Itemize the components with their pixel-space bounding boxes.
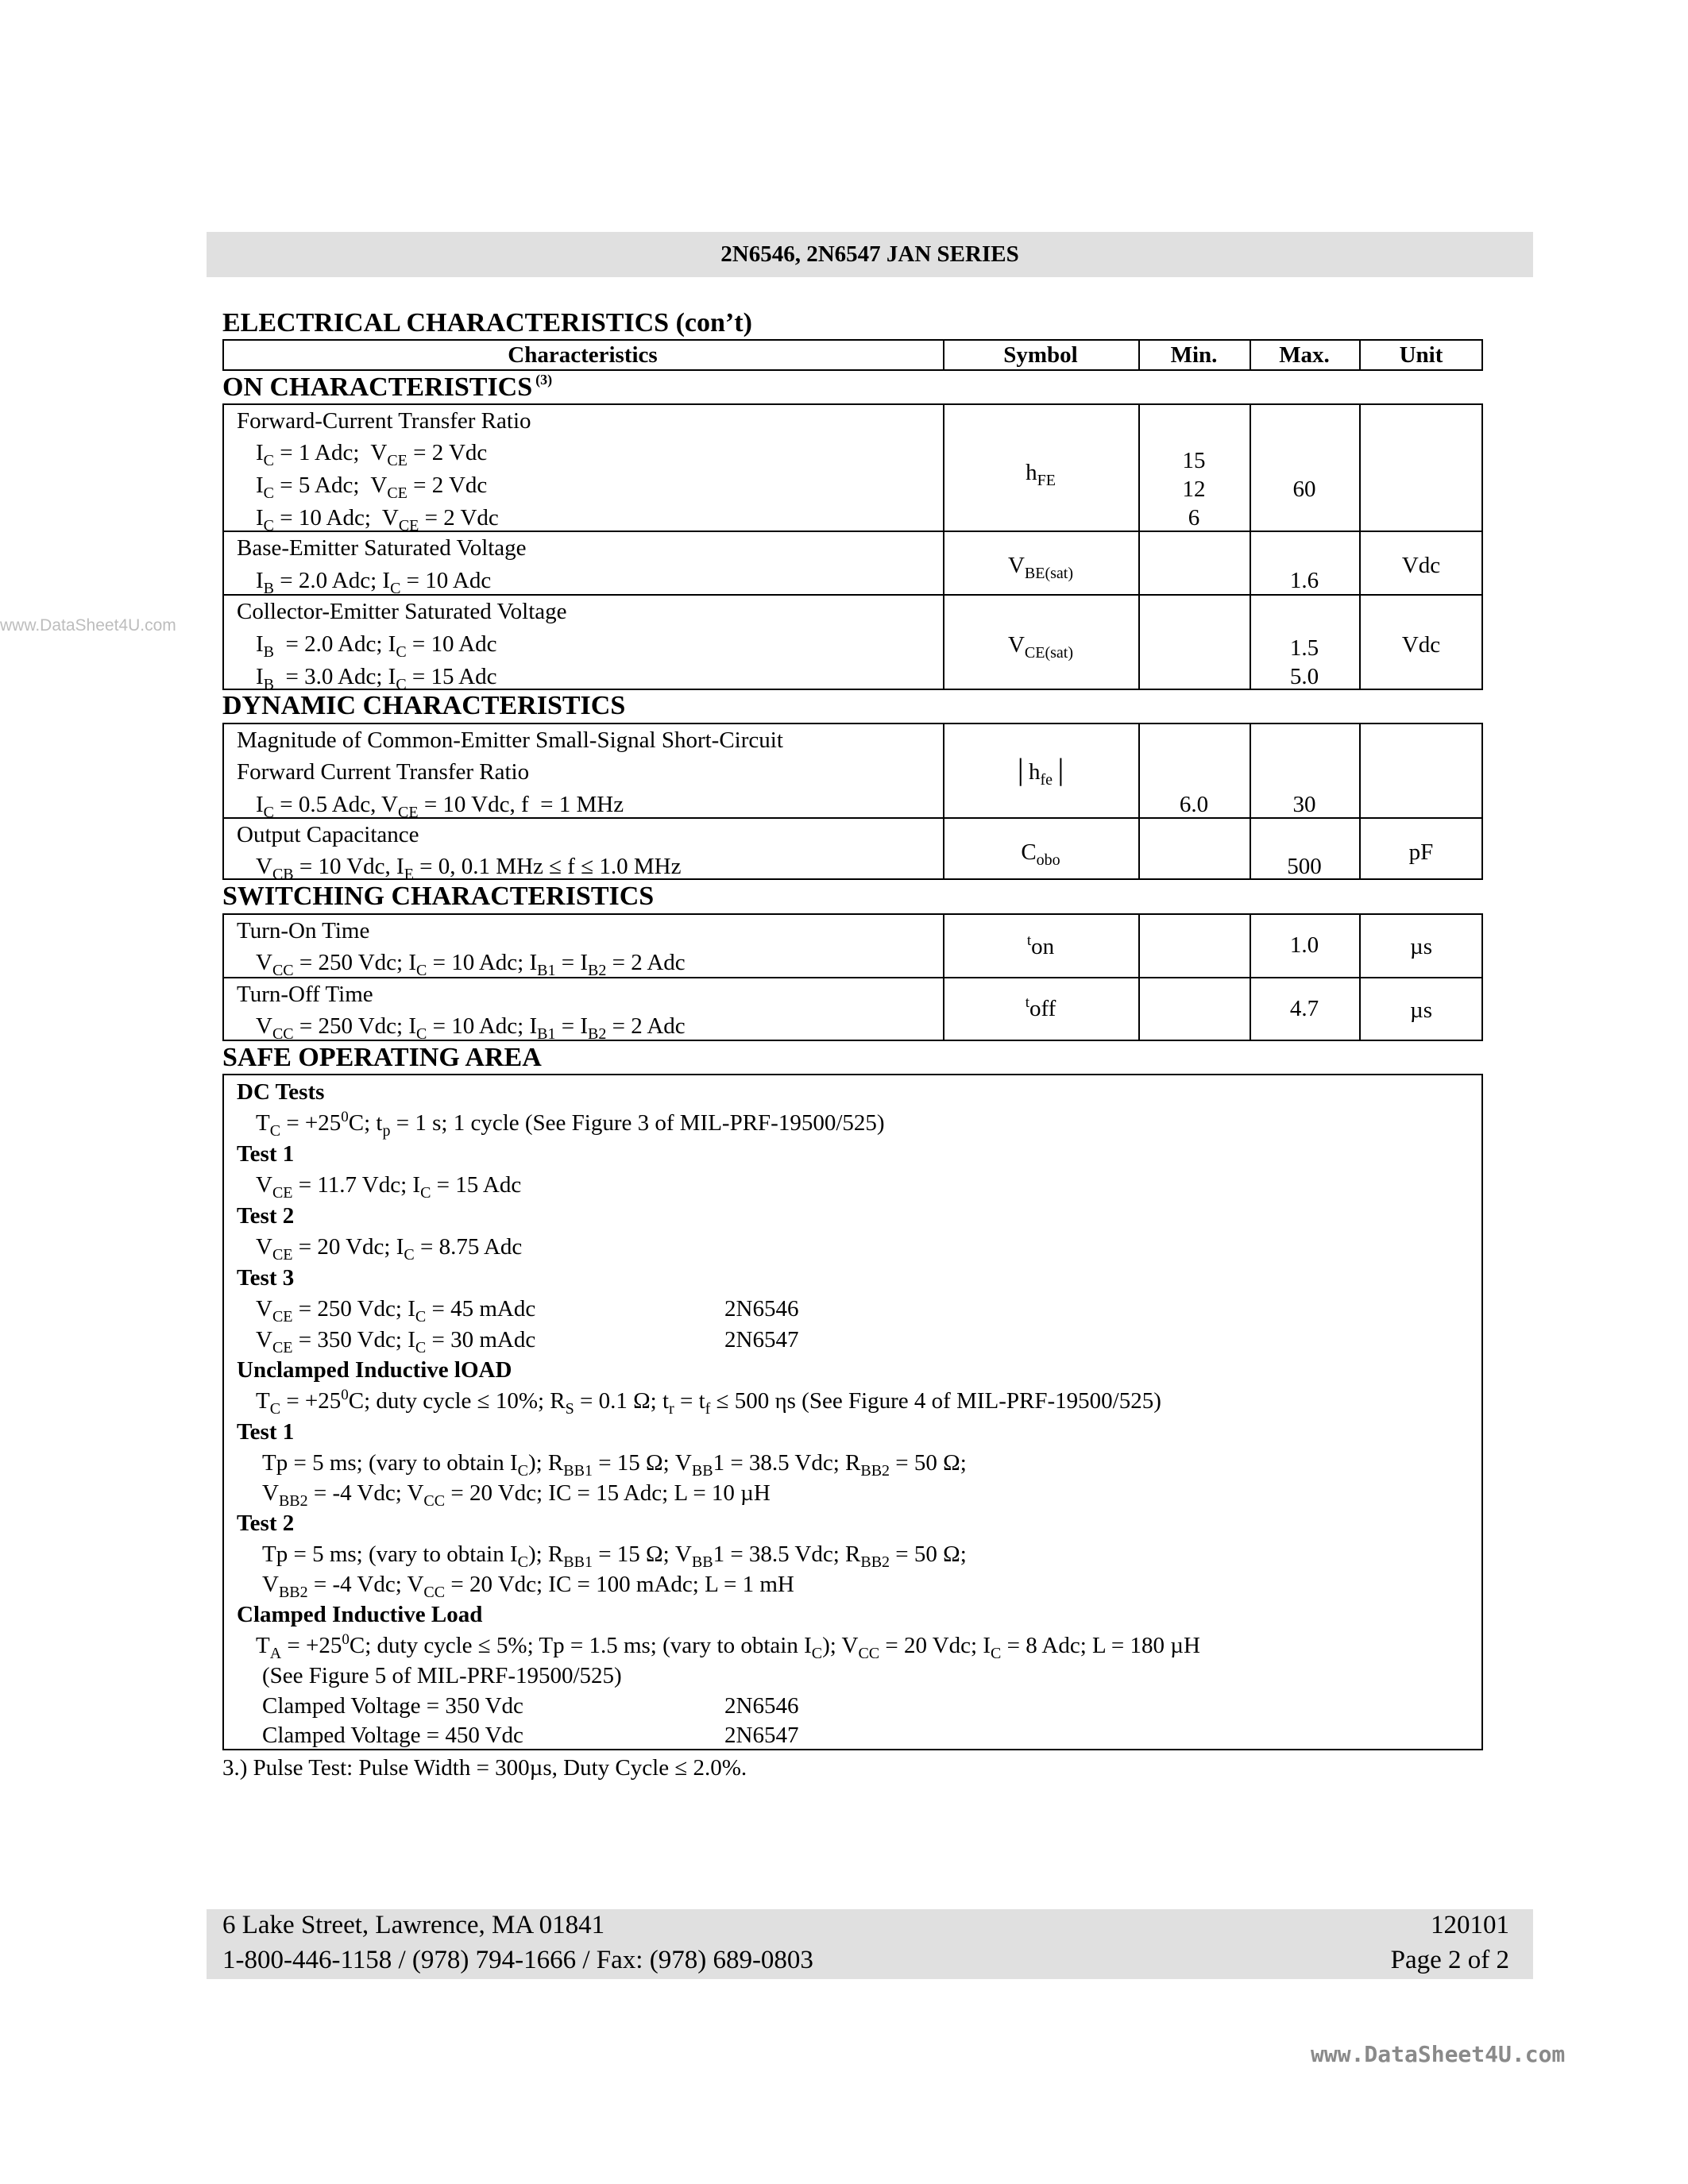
hfe-small-signal-label-1: Magnitude of Common-Emitter Small-Signal Short-Circuit — [237, 727, 783, 753]
cobo-unit: pF — [1408, 839, 1434, 865]
watermark-left: www.DataSheet4U.com — [0, 616, 176, 635]
uil-test1-line1: Tp = 5 ms; (vary to obtain $I_C$); $R_{BB1} = 15$ Ω; $V_{BB}1 = 38.5$ Vdc; $R_{BB2} = 50$ Ω; — [262, 1450, 967, 1480]
uil-test2-line2: $V_{BB2} = -4$ Vdc; $V_{CC} = 20$ Vdc; IC = 100 mAdc; L = 1 mH — [262, 1572, 794, 1601]
dc-test3-part-a: 2N6546 — [724, 1296, 799, 1322]
uil-test2-line1: Tp = 5 ms; (vary to obtain $I_C$); $R_{BB1} = 15$ Ω; $V_{BB}1 = 38.5$ Vdc; $R_{BB2} = 50$ Ω; — [262, 1542, 967, 1571]
hfe-condition-2: $I_C = 5$ Adc; $V_{CE} = 2$ Vdc — [256, 473, 488, 502]
cobo-label: Output Capacitance — [237, 822, 419, 847]
cil-voltage-1-part: 2N6546 — [724, 1693, 799, 1719]
vce-condition-1: $I_B = 2.0$ Adc; $I_C = 10$ Adc — [256, 631, 497, 661]
dc-test3-part-b: 2N6547 — [724, 1327, 799, 1352]
hfe-min-1: 15 — [1182, 448, 1206, 473]
dc-test1-condition: $V_{CE} = 11.7$ Vdc; $I_C = 15$ Adc — [256, 1172, 522, 1202]
turn-on-max: 1.0 — [1289, 932, 1319, 958]
col-header-characteristics: Characteristics — [508, 342, 658, 368]
hfe-small-signal-condition: $I_C = 0.5$ Adc, $V_{CE} = 10$ Vdc, f = 1 MHz — [256, 792, 624, 821]
hfe-min-3: 6 — [1188, 505, 1200, 531]
dc-test2-condition: $V_{CE} = 20$ Vdc; $I_C = 8.75$ Adc — [256, 1234, 523, 1264]
on-characteristics-heading: ON CHARACTERISTICS $^{(3)}$ — [222, 372, 553, 402]
footer-page-number: Page 2 of 2 — [1390, 1946, 1509, 1974]
cil-condition: $T_A = +25^0C$; duty cycle ≤ 5%; Tp = 1.5 ms; (vary to obtain $I_C$); $V_{CC} = 20$ Vdc; $I_C = 8$ Adc; L = 180 µH — [256, 1631, 1200, 1662]
footer-doc-number: 120101 — [1431, 1911, 1509, 1939]
cil-voltage-2-part: 2N6547 — [724, 1723, 799, 1748]
col-header-unit: Unit — [1399, 342, 1443, 368]
cil-voltage-1-label: Clamped Voltage = 350 Vdc — [262, 1693, 523, 1719]
page-heading: ELECTRICAL CHARACTERISTICS (con’t) — [222, 308, 752, 338]
cobo-condition: $V_{CB} = 10$ Vdc, $I_E = 0$, 0.1 MHz ≤ f ≤ 1.0 MHz — [256, 854, 682, 883]
col-header-min: Min. — [1170, 342, 1218, 368]
vbe-max: 1.6 — [1289, 568, 1319, 593]
vbe-unit: Vdc — [1401, 553, 1441, 578]
turn-on-condition: $V_{CC} = 250$ Vdc; $I_C = 10$ Adc; $I_{B1} = I_{B2} = 2$ Adc — [256, 950, 686, 979]
turn-on-label: Turn-On Time — [237, 918, 370, 943]
uil-test1-line2: $V_{BB2} = -4$ Vdc; $V_{CC} = 20$ Vdc; IC = 15 Adc; L = 10 µH — [262, 1480, 771, 1510]
turn-off-symbol: $^t$off — [1025, 994, 1056, 1021]
dc-test3-condition-a: $V_{CE} = 250$ Vdc; $I_C = 45$ mAdc — [256, 1296, 536, 1325]
cil-figure-reference: (See Figure 5 of MIL-PRF-19500/525) — [262, 1663, 622, 1688]
col-header-symbol: Symbol — [1003, 342, 1078, 368]
hfe-small-signal-max: 30 — [1292, 792, 1316, 817]
hfe-condition-3: $I_C = 10$ Adc; $V_{CE} = 2$ Vdc — [256, 505, 499, 534]
hfe-symbol: $h_{FE}$ — [1026, 460, 1056, 489]
hfe-small-signal-min: 6.0 — [1179, 792, 1209, 817]
dc-test3-condition-b: $V_{CE} = 350$ Vdc; $I_C = 30$ mAdc — [256, 1327, 536, 1356]
vce-max-1: 1.5 — [1289, 635, 1319, 661]
dc-test1-title: Test 1 — [237, 1141, 295, 1167]
turn-on-symbol: $^t$on — [1026, 932, 1055, 959]
vce-max-2: 5.0 — [1289, 664, 1319, 689]
footer-address: 6 Lake Street, Lawrence, MA 01841 — [222, 1911, 605, 1939]
vce-symbol: $V_{CE(sat)}$ — [1007, 632, 1074, 662]
turn-off-unit: µs — [1410, 997, 1432, 1023]
switching-characteristics-heading: SWITCHING CHARACTERISTICS — [222, 882, 655, 911]
col-header-max: Max. — [1279, 342, 1330, 368]
dynamic-characteristics-heading: DYNAMIC CHARACTERISTICS — [222, 691, 626, 720]
vce-condition-2: $I_B = 3.0$ Adc; $I_C = 15$ Adc — [256, 664, 497, 693]
dc-tests-title: DC Tests — [237, 1079, 325, 1105]
vbe-symbol: $V_{BE(sat)}$ — [1007, 553, 1074, 582]
dc-tests-condition: $T_C = +25^0C$; $t_p = 1$ s; 1 cycle (See Figure 3 of MIL-PRF-19500/525) — [256, 1109, 885, 1140]
vbe-condition: $I_B = 2.0$ Adc; $I_C = 10$ Adc — [256, 568, 492, 597]
turn-off-label: Turn-Off Time — [237, 982, 373, 1007]
vbe-label: Base-Emitter Saturated Voltage — [237, 535, 527, 561]
vce-unit: Vdc — [1401, 632, 1441, 658]
safe-operating-area-heading: SAFE OPERATING AREA — [222, 1043, 542, 1072]
turn-on-unit: µs — [1410, 934, 1432, 959]
watermark-right[interactable]: www.DataSheet4U.com — [1311, 2041, 1566, 2067]
dc-test2-title: Test 2 — [237, 1203, 295, 1229]
footer-phone: 1-800-446-1158 / (978) 794-1666 / Fax: (978) 689-0803 — [222, 1946, 813, 1974]
hfe-small-signal-symbol: $│h_{fe}│$ — [1012, 759, 1069, 789]
hfe-small-signal-label-2: Forward Current Transfer Ratio — [237, 759, 530, 785]
hfe-max: 60 — [1292, 477, 1316, 502]
hfe-min-2: 12 — [1182, 477, 1206, 502]
cil-title: Clamped Inductive Load — [237, 1602, 483, 1627]
turn-off-condition: $V_{CC} = 250$ Vdc; $I_C = 10$ Adc; $I_{B1} = I_{B2} = 2$ Adc — [256, 1013, 686, 1043]
document-title: 2N6546, 2N6547 JAN SERIES — [720, 241, 1019, 267]
uil-title: Unclamped Inductive lOAD — [237, 1357, 512, 1383]
cobo-max: 500 — [1287, 854, 1322, 879]
dc-test3-title: Test 3 — [237, 1265, 295, 1291]
document-header-bar — [207, 232, 1533, 277]
hfe-condition-1: $I_C = 1$ Adc; $V_{CE} = 2$ Vdc — [256, 440, 488, 469]
footnote: 3.) Pulse Test: Pulse Width = 300µs, Duty Cycle ≤ 2.0%. — [222, 1755, 747, 1781]
uil-test1-title: Test 1 — [237, 1419, 295, 1445]
turn-off-max: 4.7 — [1289, 996, 1319, 1021]
uil-test2-title: Test 2 — [237, 1511, 295, 1536]
cil-voltage-2-label: Clamped Voltage = 450 Vdc — [262, 1723, 523, 1748]
vce-label: Collector-Emitter Saturated Voltage — [237, 599, 567, 624]
cobo-symbol: $C_{obo}$ — [1021, 839, 1060, 869]
uil-condition: $T_C = +25^0C$; duty cycle ≤ 10%; $R_S = 0.1$ Ω; $t_r = t_f \le 500$ ηs (See Figure 4 of MIL-PRF-19500/525) — [256, 1387, 1161, 1418]
hfe-label: Forward-Current Transfer Ratio — [237, 408, 531, 434]
